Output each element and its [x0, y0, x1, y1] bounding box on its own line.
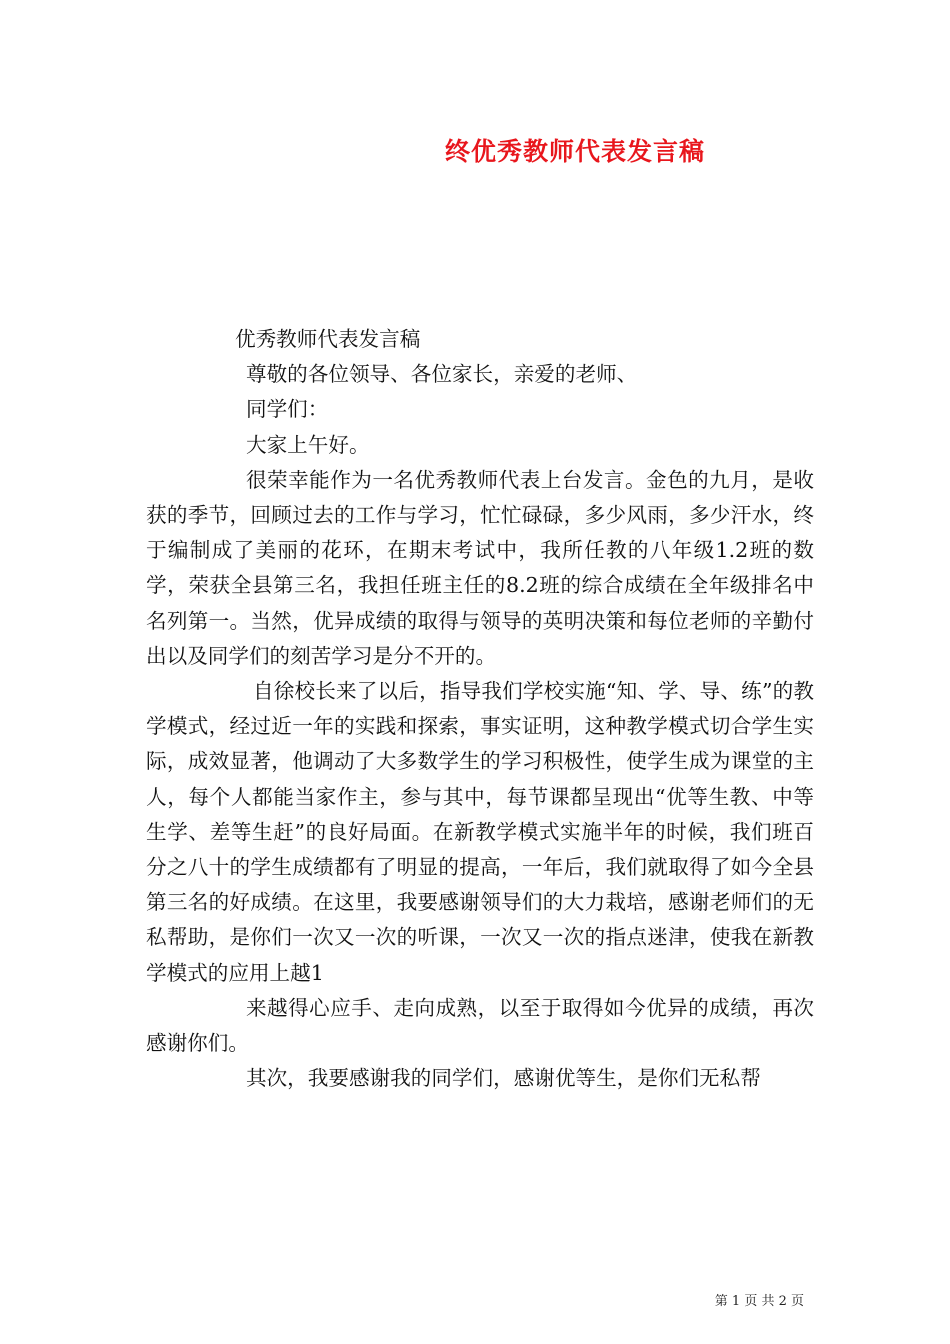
speech-heading: 优秀教师代表发言稿	[235, 327, 421, 351]
paragraph-4: 其次，我要感谢我的同学们，感谢优等生，是你们无私帮	[246, 1066, 761, 1091]
paragraph-2: 自徐校长来了以后，指导我们学校实施“知、学、导、练”的教学模式，经过近一年的实践和探索，事实证明，这种教学模式切合学生实际，成效显著，他调动了大多数学生的学习积极性，使学生成为课堂的主人，每个人都能当家作主，参与其中，每节课都呈现出“优等生教、中等生学、差等生赶”的良好局面。在新教学模式实施半年的时候，我们班百分之八十的学生成绩都有了明显的提高，一年后，我们就取得了如今全县第三名的好成绩。在这里，我要感谢领导们的大力栽培，感谢老师们的无私帮助，是你们一次又一次的听课，一次又一次的指点迷津，使我在新教学模式的应用上越1	[146, 679, 814, 985]
greeting-line: 大家上午好。	[246, 432, 370, 457]
page-title: 终优秀教师代表发言稿	[444, 137, 705, 166]
document-body	[146, 322, 814, 1096]
salutation-line-1: 尊敬的各位领导、各位家长，亲爱的老师、	[246, 362, 638, 387]
paragraph-1: 很荣幸能作为一名优秀教师代表上台发言。金色的九月，是收获的季节，回顾过去的工作与学习，忙忙碌碌，多少风雨，多少汗水，终于编制成了美丽的花环，在期末考试中，我所任教的八年级1.2班的数学，荣获全县第三名，我担任班主任的8.2班的综合成绩在全年级排名中名列第一。当然，优异成绩的取得与领导的英明决策和每位老师的辛勤付出以及同学们的刻苦学习是分不开的。	[146, 467, 814, 668]
salutation-line-2: 同学们：	[246, 397, 329, 422]
page-indicator: 第 1 页 共 2 页	[714, 1294, 804, 1309]
paragraph-3: 来越得心应手、走向成熟，以至于取得如今优异的成绩，再次感谢你们。	[146, 995, 814, 1056]
